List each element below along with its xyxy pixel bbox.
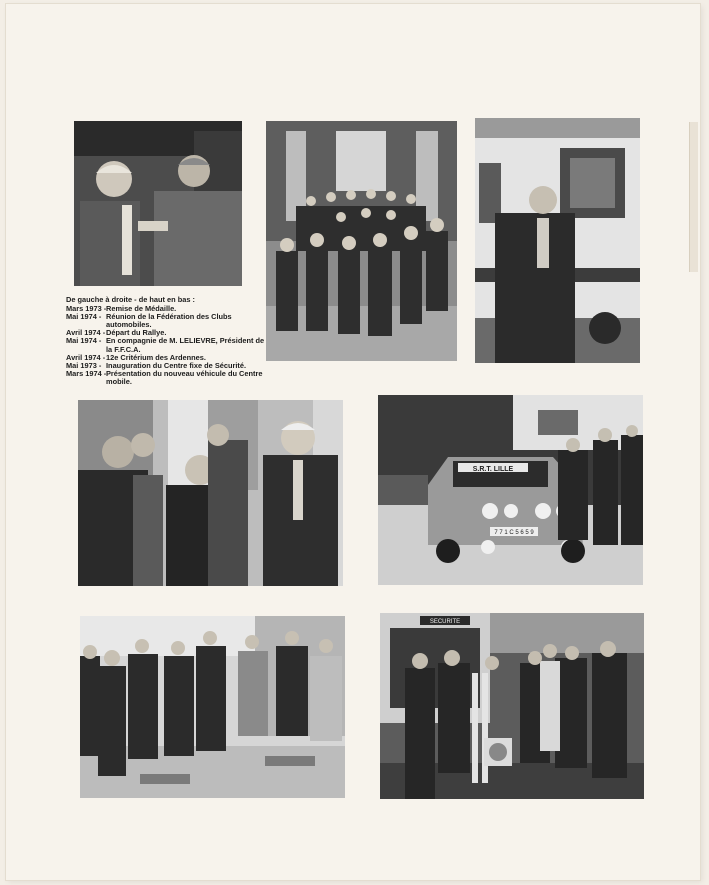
photo-centre-mobile xyxy=(380,613,644,799)
caption-text: Remise de Médaille. xyxy=(106,304,177,314)
caption-text: Inauguration du Centre fixe de Sécurité. xyxy=(106,360,247,370)
caption-date: Mai 1974 - xyxy=(66,312,102,322)
caption-date: Avril 1974 - xyxy=(66,328,106,338)
rally-plate-text: S.R.T. LILLE xyxy=(472,466,514,473)
caption-text: Présentation du nouveau véhicule du Centre mobile. xyxy=(106,368,263,386)
photo-rally-departure xyxy=(475,118,640,363)
page-edge-tab xyxy=(689,122,698,272)
photo-federation-group xyxy=(266,121,457,361)
caption-date: Mars 1974 - xyxy=(66,368,107,378)
caption-date: Mars 1973 - xyxy=(66,304,107,314)
caption-text: 12e Critérium des Ardennes. xyxy=(106,352,206,362)
photo-centre-fixe xyxy=(80,616,345,798)
caption-text: En compagnie de M. LELIEVRE, Président de la F.F.C.A. xyxy=(106,336,265,354)
caption-date: Avril 1974 - xyxy=(66,352,106,362)
caption-date: Mai 1974 - xyxy=(66,336,102,346)
document-page xyxy=(6,4,700,880)
caption-item xyxy=(66,370,271,386)
photo-lelievre xyxy=(78,400,343,586)
caption-item xyxy=(66,313,271,329)
photo-medal-ceremony xyxy=(74,121,242,286)
caption-text: Départ du Rallye. xyxy=(106,328,167,338)
photo-criterium-ardennes xyxy=(378,395,643,585)
car-registration-text: 7 7 1 C 5 6 5 9 xyxy=(494,530,534,536)
caption-item xyxy=(66,337,271,353)
van-sign-text: SECURITE xyxy=(429,619,461,625)
photo-caption xyxy=(66,296,271,386)
caption-date: Mai 1973 - xyxy=(66,360,102,370)
caption-heading: De gauche à droite - de haut en bas : xyxy=(66,295,195,304)
caption-text: Réunion de la Fédération des Clubs automobiles. xyxy=(106,312,232,330)
